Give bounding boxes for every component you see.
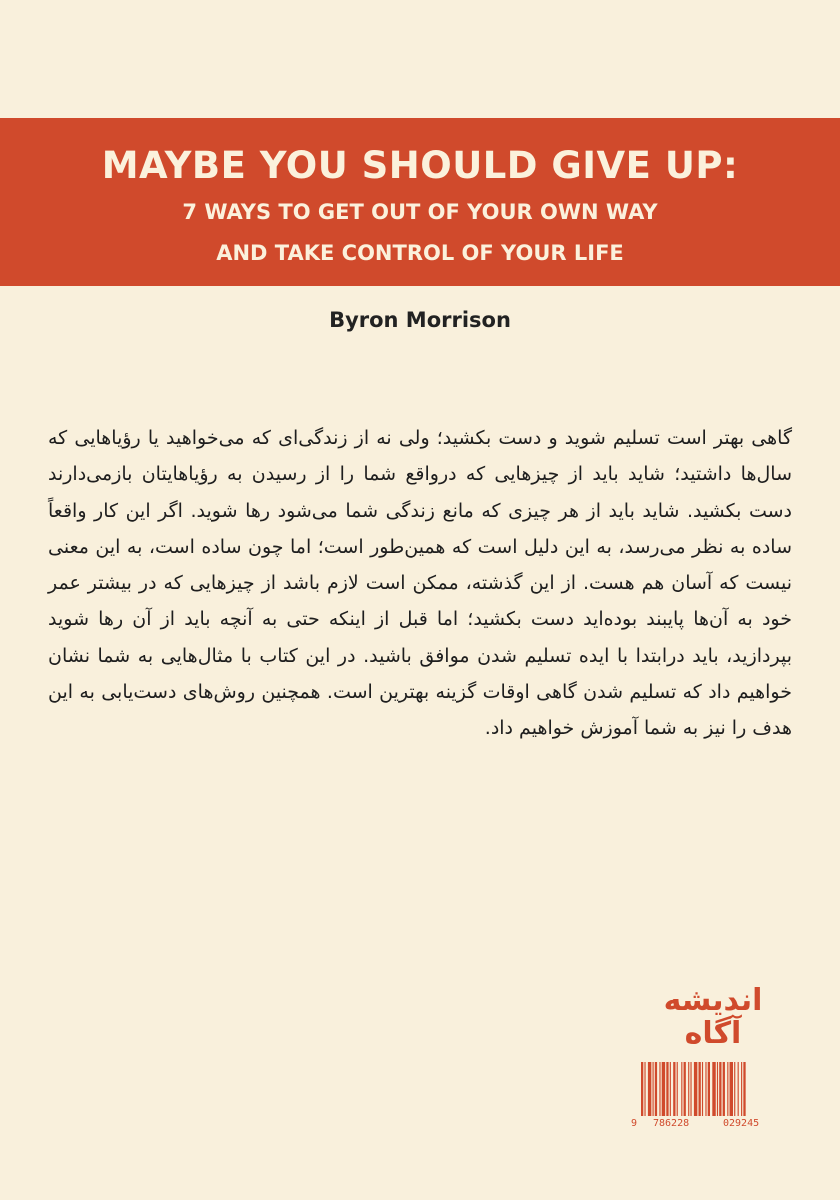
barcode-bar bbox=[743, 1062, 745, 1116]
barcode-bar bbox=[641, 1062, 643, 1116]
barcode-bar bbox=[734, 1062, 735, 1116]
barcode-digits bbox=[631, 1118, 791, 1132]
book-title: MAYBE YOU SHOULD GIVE UP: bbox=[101, 144, 739, 187]
back-cover-blurb: گاهی بهتر است تسلیم شوید و دست بکشید؛ ولی نه از زندگی‌ای که می‌خواهید یا رؤیاهایی که سال‌ها داشتید؛ شاید باید از چیزهایی که درواقع شما را از رسیدن به رؤیاهایتان بازمی‌دارند دست بکشید. شاید باید از هر چیزی که مانع زندگی شما می‌شود رها شوید. اگر این کار واقعاً ساده به نظر می‌رسد، به این دلیل است که همین‌طور است؛ اما چون ساده است، به این معنی نیست که آسان هم هست. از این گذشته، ممکن است لازم باشد از چیزهایی که در بیشتر عمر خود به آن‌ها پایبند بوده‌اید دست بکشید؛ اما قبل از اینکه حتی به آنچه باید از آن رها شوید بپردازید، باید درابتدا با ایده تسلیم شدن موافق باشید. در این کتاب با مثال‌هایی به شما نشان خواهیم داد که تسلیم شدن گاهی اوقات گزینه بهترین است. همچنین روش‌های دست‌یابی به این هدف را نیز به شما آموزش خواهیم داد. bbox=[48, 427, 792, 740]
publisher-logo bbox=[640, 985, 786, 1053]
barcode-bar bbox=[712, 1062, 715, 1116]
barcode-bar bbox=[717, 1062, 718, 1116]
barcode-left-group: 786228 bbox=[653, 1118, 690, 1129]
barcode-bar bbox=[662, 1062, 665, 1116]
barcode-bar bbox=[670, 1062, 671, 1116]
book-subtitle-line2: AND TAKE CONTROL OF YOUR LIFE bbox=[216, 241, 624, 265]
barcode-bars bbox=[631, 1062, 791, 1118]
barcode-bar bbox=[741, 1062, 742, 1116]
isbn-barcode bbox=[631, 1062, 791, 1132]
barcode-bar bbox=[719, 1062, 721, 1116]
barcode-bar bbox=[688, 1062, 689, 1116]
barcode-right-group: 029245 bbox=[723, 1118, 760, 1129]
barcode-bar bbox=[648, 1062, 651, 1116]
barcode-bar bbox=[727, 1062, 728, 1116]
title-banner bbox=[0, 118, 840, 286]
barcode-bar bbox=[702, 1062, 703, 1116]
book-subtitle-line1: 7 WAYS TO GET OUT OF YOUR OWN WAY bbox=[182, 200, 658, 224]
barcode-bar bbox=[666, 1062, 668, 1116]
barcode-bar bbox=[723, 1062, 725, 1116]
barcode-bar bbox=[708, 1062, 710, 1116]
barcode-bar bbox=[653, 1062, 654, 1116]
barcode-bar bbox=[681, 1062, 682, 1116]
barcode-bar bbox=[738, 1062, 739, 1116]
barcode-bar bbox=[673, 1062, 675, 1116]
barcode-bar bbox=[655, 1062, 657, 1116]
barcode-bar bbox=[705, 1062, 706, 1116]
barcode-bar bbox=[699, 1062, 701, 1116]
publisher-logo-line1: اندیشه bbox=[663, 983, 763, 1018]
author-name: Byron Morrison bbox=[329, 308, 511, 332]
publisher-logo-line2: آگاه bbox=[684, 1016, 742, 1051]
barcode-bar bbox=[644, 1062, 645, 1116]
barcode-bar bbox=[659, 1062, 660, 1116]
barcode-bar bbox=[677, 1062, 678, 1116]
barcode-first-digit: 9 bbox=[631, 1118, 638, 1129]
barcode-bar bbox=[684, 1062, 686, 1116]
barcode-bar bbox=[690, 1062, 691, 1116]
barcode-bar bbox=[694, 1062, 697, 1116]
barcode-bar bbox=[730, 1062, 733, 1116]
